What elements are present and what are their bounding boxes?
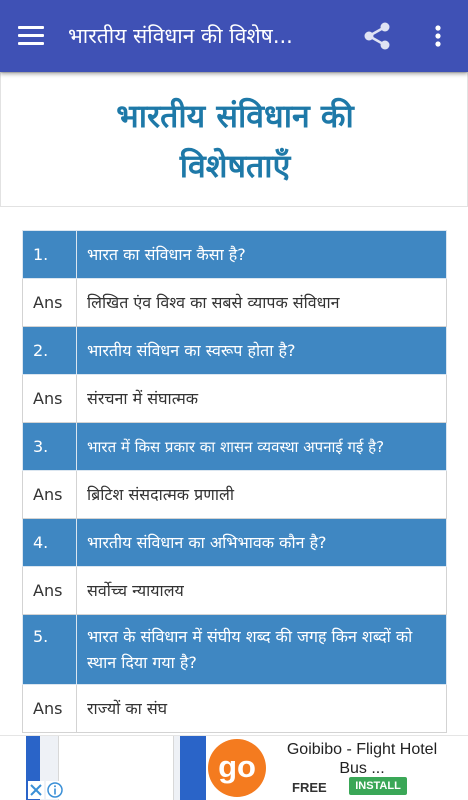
question-row xyxy=(23,231,447,279)
answer-text: लिखित एंव विश्व का सबसे व्यापक संविधान xyxy=(77,279,447,327)
question-number: 4. xyxy=(23,519,77,567)
ad-title: Goibibo - Flight Hotel Bus ... xyxy=(286,741,438,777)
more-vertical-icon[interactable] xyxy=(428,24,448,48)
question-text: भारत का संविधान कैसा है? xyxy=(77,231,447,279)
qa-table xyxy=(22,230,447,733)
question-row xyxy=(23,615,447,685)
answer-label: Ans xyxy=(23,471,77,519)
share-icon[interactable] xyxy=(361,22,393,50)
info-icon[interactable] xyxy=(46,781,64,799)
question-text: भारतीय संविधन का स्वरूप होता है? xyxy=(77,327,447,375)
answer-row xyxy=(23,279,447,327)
answer-text: राज्यों का संघ xyxy=(77,685,447,733)
answer-row xyxy=(23,685,447,733)
question-number: 2. xyxy=(23,327,77,375)
close-icon[interactable] xyxy=(28,781,44,799)
question-number: 1. xyxy=(23,231,77,279)
app-bar xyxy=(0,0,468,72)
install-button[interactable]: INSTALL xyxy=(349,777,407,795)
answer-label: Ans xyxy=(23,685,77,733)
answer-label: Ans xyxy=(23,567,77,615)
ad-banner[interactable] xyxy=(0,735,468,800)
answer-row xyxy=(23,567,447,615)
page-title xyxy=(21,91,449,191)
question-row xyxy=(23,423,447,471)
page-title-line-2: विशेषताएँ xyxy=(179,147,291,185)
content-area[interactable] xyxy=(0,72,468,735)
question-row xyxy=(23,519,447,567)
heading-card xyxy=(0,72,468,207)
question-number: 5. xyxy=(23,615,77,685)
ad-price: FREE xyxy=(292,780,327,795)
goibibo-logo: go xyxy=(208,739,266,797)
answer-text: ब्रिटिश संसदात्मक प्रणाली xyxy=(77,471,447,519)
app-bar-title: भारतीय संविधान की विशेष... xyxy=(68,24,293,48)
answer-label: Ans xyxy=(23,279,77,327)
page-title-line-1: भारतीय संविधान की xyxy=(116,97,354,135)
answer-text: सर्वोच्च न्यायालय xyxy=(77,567,447,615)
answer-row xyxy=(23,471,447,519)
answer-label: Ans xyxy=(23,375,77,423)
question-text: भारत में किस प्रकार का शासन व्यवस्था अपनाई गई है? xyxy=(77,423,447,471)
ad-screenshot-edge xyxy=(180,736,206,800)
answer-text: संरचना में संघात्मक xyxy=(77,375,447,423)
hamburger-menu-icon[interactable] xyxy=(18,26,44,46)
answer-row xyxy=(23,375,447,423)
question-text: भारत के संविधान में संघीय शब्द की जगह किन शब्दों को स्थान दिया गया है? xyxy=(77,615,447,685)
question-text: भारतीय संविधान का अभिभावक कौन है? xyxy=(77,519,447,567)
ad-screenshot xyxy=(58,736,174,800)
question-row xyxy=(23,327,447,375)
question-number: 3. xyxy=(23,423,77,471)
